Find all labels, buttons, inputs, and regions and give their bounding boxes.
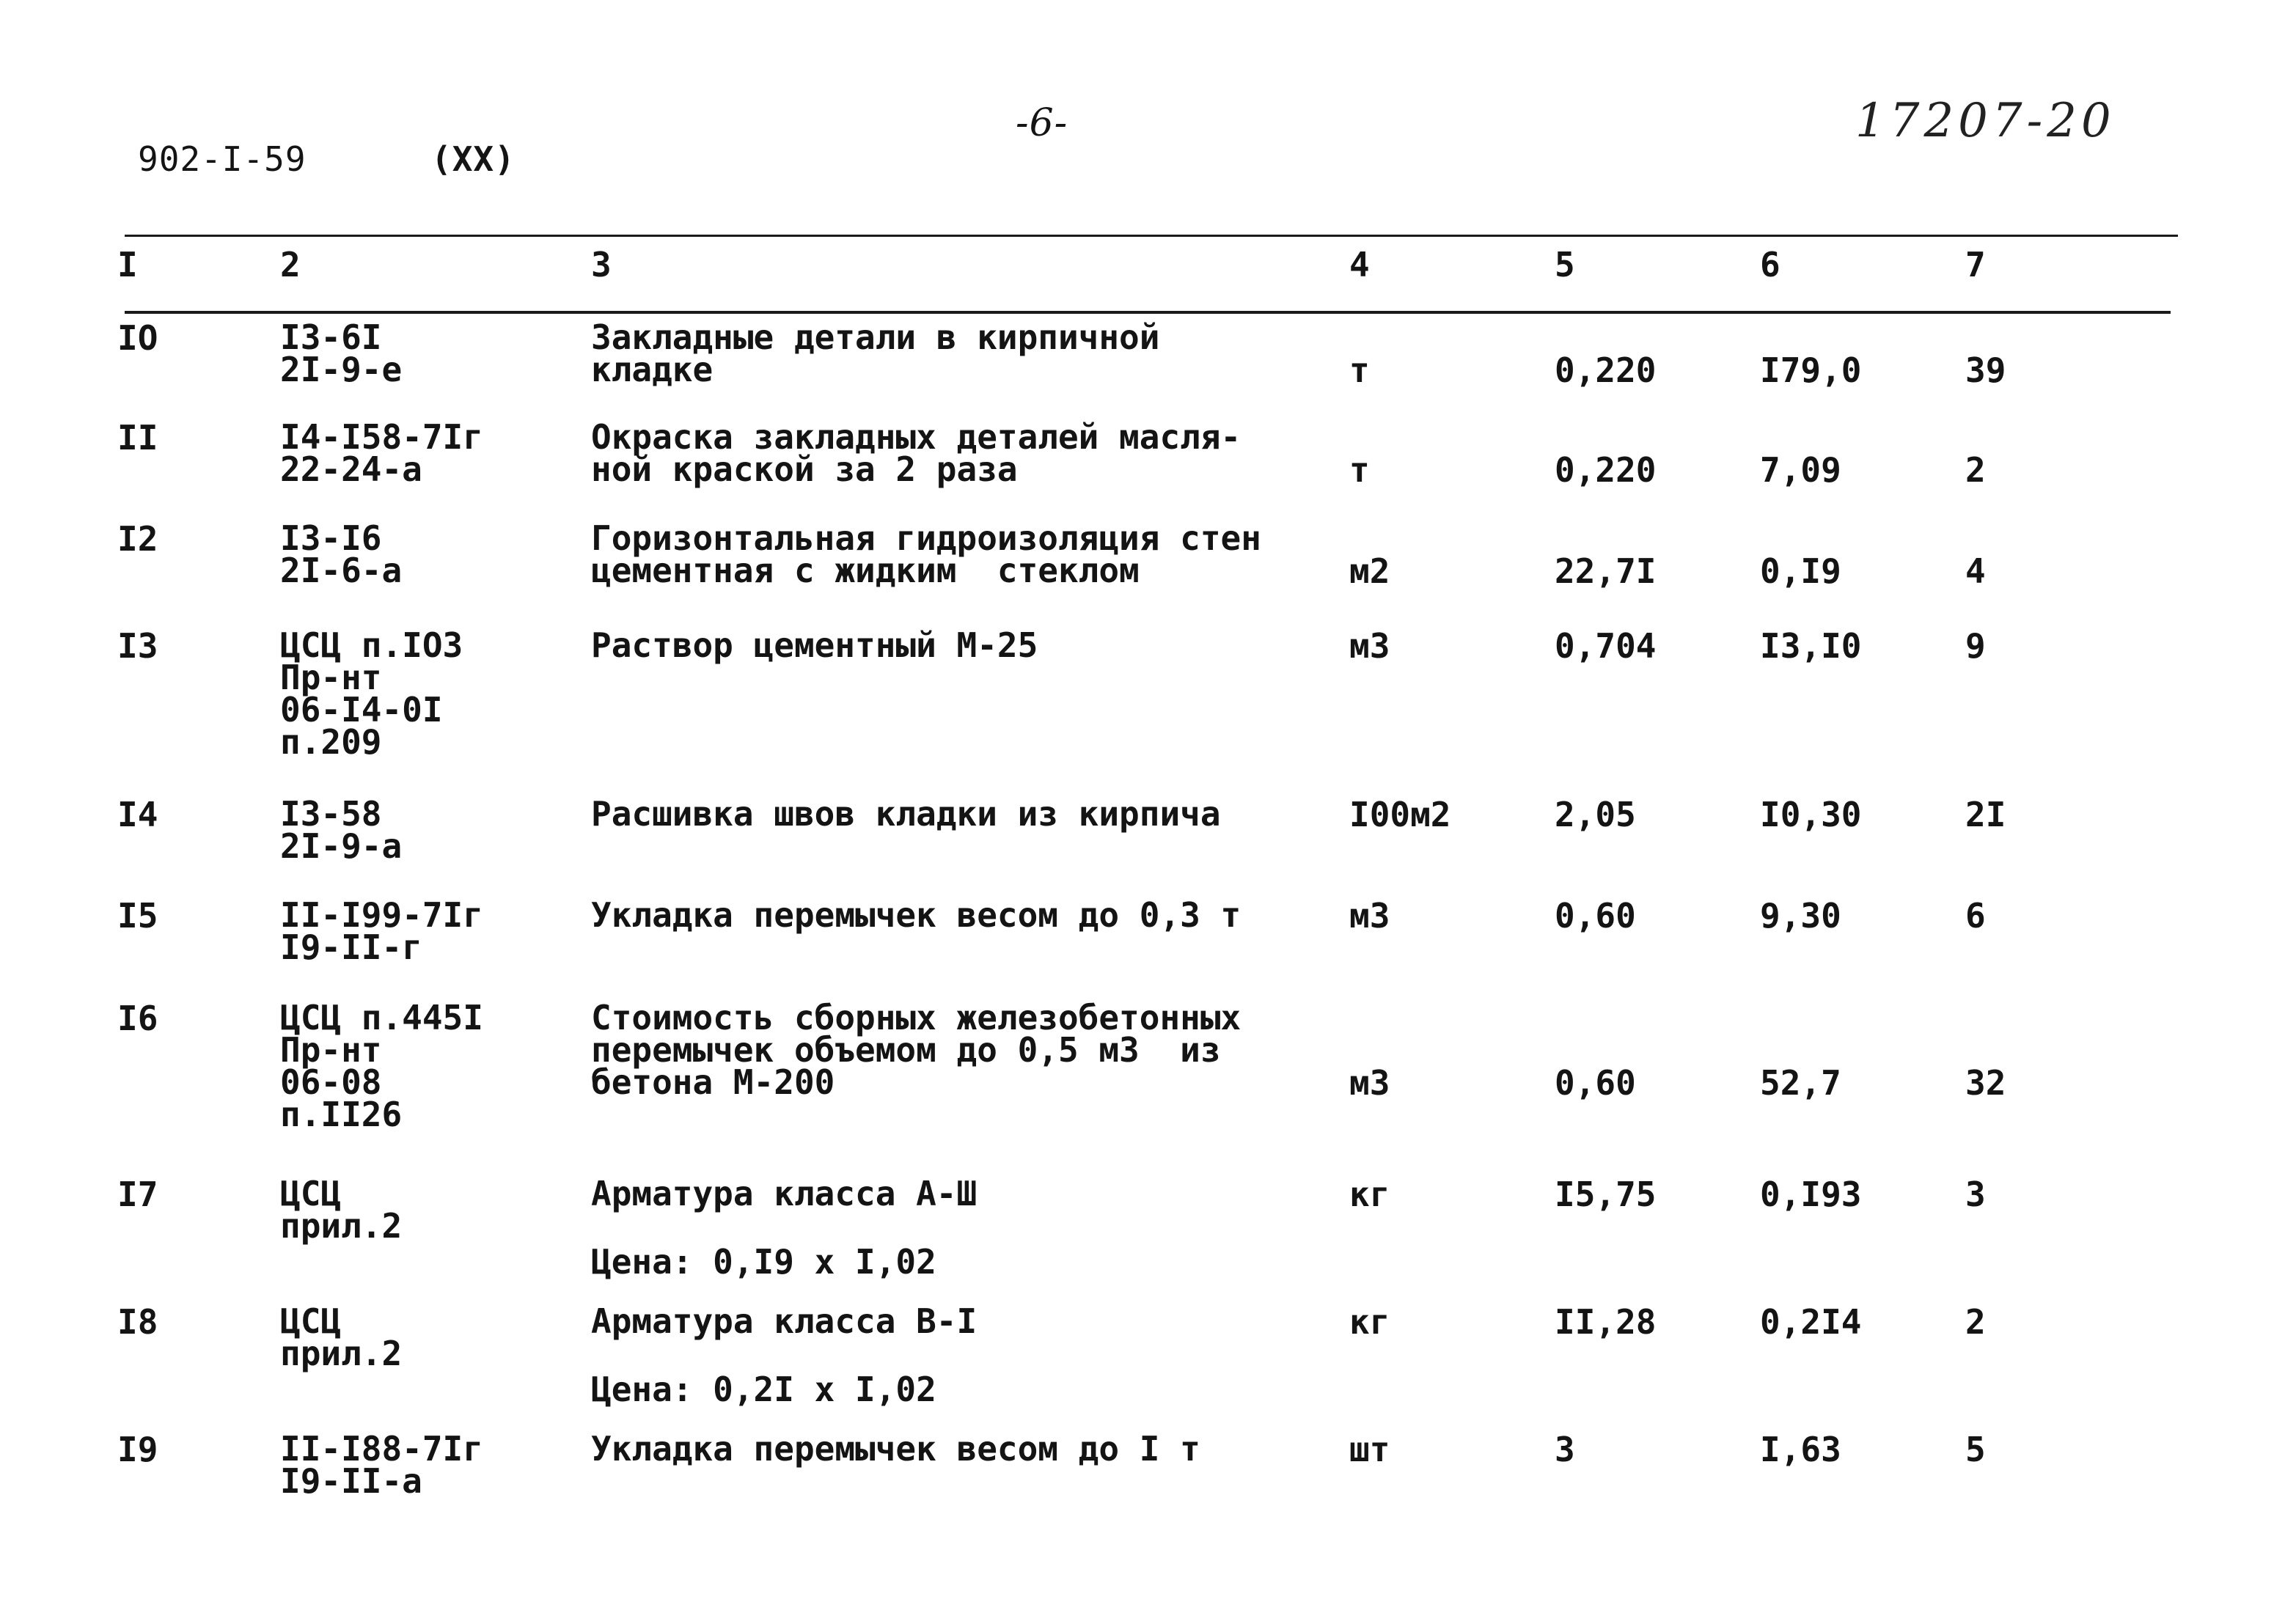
row-number: I9 <box>117 1430 158 1469</box>
row-description <box>591 317 1160 389</box>
row-description-line: цементная с жидким стеклом <box>591 551 1140 590</box>
row-code-line: Пр-нт <box>280 658 382 697</box>
column-number-3: 3 <box>591 245 612 284</box>
row-unit-price: I3,I0 <box>1760 626 1862 666</box>
row-unit: I00м2 <box>1349 795 1451 834</box>
column-number-1: I <box>117 245 138 284</box>
row-number: I5 <box>117 896 158 936</box>
row-description <box>591 998 1241 1102</box>
row-number: I3 <box>117 626 158 666</box>
row-description <box>591 895 1241 935</box>
row-unit-price: I,63 <box>1760 1430 1841 1469</box>
row-unit-price: 0,I9 <box>1760 551 1841 591</box>
row-code-line: I9-II-г <box>280 927 422 967</box>
row-quantity: 0,60 <box>1555 1063 1636 1103</box>
document-code: 902-I-59 <box>138 139 307 179</box>
row-unit-price: 9,30 <box>1760 896 1841 936</box>
row-code-line: I4-I58-7Iг <box>280 417 483 457</box>
table-top-rule <box>125 235 2178 237</box>
column-number-2: 2 <box>280 245 301 284</box>
row-code-line: I3-6I <box>280 317 382 357</box>
page-number: -6- <box>1016 101 1068 145</box>
row-description-line: бетона М-200 <box>591 1062 835 1102</box>
row-unit-price: 0,2I4 <box>1760 1302 1862 1342</box>
row-unit-price: I0,30 <box>1760 795 1862 834</box>
row-quantity: 0,220 <box>1555 350 1657 390</box>
row-description-line: Укладка перемычек весом до 0,3 т <box>591 895 1241 935</box>
row-description <box>591 625 1038 665</box>
row-description-line: Расшивка швов кладки из кирпича <box>591 794 1221 834</box>
row-code-line: 22-24-а <box>280 449 422 489</box>
row-number: IO <box>117 318 158 358</box>
row-code <box>280 794 403 866</box>
column-number-4: 4 <box>1349 245 1370 284</box>
row-total: 32 <box>1965 1063 2006 1103</box>
row-code-line: I3-58 <box>280 794 382 834</box>
row-quantity: 0,220 <box>1555 450 1657 490</box>
row-description-line: перемычек объемом до 0,5 м3 из <box>591 1030 1221 1070</box>
row-code-line: прил.2 <box>280 1206 403 1246</box>
row-quantity: II,28 <box>1555 1302 1657 1342</box>
row-code <box>280 998 483 1134</box>
row-code-line: п.209 <box>280 722 382 762</box>
row-quantity: 0,704 <box>1555 626 1657 666</box>
row-unit-price: 0,I93 <box>1760 1175 1862 1214</box>
row-quantity: 0,60 <box>1555 896 1636 936</box>
table-header-rule <box>125 311 2171 314</box>
row-total: 6 <box>1965 896 1986 936</box>
row-quantity: I5,75 <box>1555 1175 1657 1214</box>
row-description <box>591 794 1221 834</box>
row-code-line: II-I88-7Iг <box>280 1429 483 1469</box>
row-description-line: Раствор цементный М-25 <box>591 625 1038 665</box>
row-description-line: Арматура класса В-I <box>591 1301 978 1341</box>
handwritten-reference: 17207-20 <box>1855 94 2116 148</box>
row-unit: м2 <box>1349 551 1390 591</box>
row-description-line: Арматура класса А-Ш <box>591 1174 978 1213</box>
column-number-6: 6 <box>1760 245 1780 284</box>
row-code-line: I3-I6 <box>280 518 382 558</box>
row-unit: м3 <box>1349 896 1390 936</box>
row-code-line: ЦСЦ п.IО3 <box>280 625 463 665</box>
row-code-line: 2I-9-е <box>280 350 403 389</box>
row-code-line: ЦСЦ <box>280 1174 342 1213</box>
row-number: I6 <box>117 999 158 1038</box>
row-code <box>280 1301 403 1373</box>
row-number: I4 <box>117 795 158 834</box>
row-code-line: п.II26 <box>280 1095 403 1134</box>
section-label: (XX) <box>431 139 516 179</box>
row-code-line: II-I99-7Iг <box>280 895 483 935</box>
row-quantity: 3 <box>1555 1430 1575 1469</box>
row-description <box>591 518 1261 590</box>
row-unit: м3 <box>1349 1063 1390 1103</box>
row-code-line: 06-I4-0I <box>280 690 443 730</box>
row-total: 2 <box>1965 450 1986 490</box>
row-code <box>280 417 483 489</box>
row-code-line: прил.2 <box>280 1334 403 1373</box>
row-unit-price: 7,09 <box>1760 450 1841 490</box>
row-number: II <box>117 418 158 458</box>
row-price-note: Цена: 0,I9 х I,02 <box>591 1242 936 1282</box>
row-total: 4 <box>1965 551 1986 591</box>
row-code-line: ЦСЦ п.445I <box>280 998 483 1037</box>
row-description-line: Укладка перемычек весом до I т <box>591 1429 1200 1469</box>
row-code <box>280 518 403 590</box>
row-total: 9 <box>1965 626 1986 666</box>
row-total: 2I <box>1965 795 2006 834</box>
row-total: 2 <box>1965 1302 1986 1342</box>
row-description <box>591 1301 978 1341</box>
row-code <box>280 1174 403 1246</box>
row-unit-price: 52,7 <box>1760 1063 1841 1103</box>
row-unit: шт <box>1349 1430 1390 1469</box>
row-code-line: 06-08 <box>280 1062 382 1102</box>
row-price-note: Цена: 0,2I х I,02 <box>591 1370 936 1409</box>
row-unit-price: I79,0 <box>1760 350 1862 390</box>
column-number-7: 7 <box>1965 245 1986 284</box>
column-number-5: 5 <box>1555 245 1575 284</box>
row-code-line: I9-II-а <box>280 1461 422 1501</box>
row-total: 5 <box>1965 1430 1986 1469</box>
row-unit: кг <box>1349 1175 1390 1214</box>
row-description-line: Закладные детали в кирпичной <box>591 317 1160 357</box>
row-number: I8 <box>117 1302 158 1342</box>
row-code <box>280 1429 483 1501</box>
row-code-line: ЦСЦ <box>280 1301 342 1341</box>
row-description-line: кладке <box>591 350 714 389</box>
row-unit: м3 <box>1349 626 1390 666</box>
row-description-line: Окраска закладных деталей масля- <box>591 417 1241 457</box>
row-code-line: 2I-9-а <box>280 826 403 866</box>
row-description-line: ной краской за 2 раза <box>591 449 1018 489</box>
row-description <box>591 1174 978 1213</box>
row-code-line: Пр-нт <box>280 1030 382 1070</box>
row-code <box>280 317 403 389</box>
row-code <box>280 895 483 967</box>
row-description-line: Стоимость сборных железобетонных <box>591 998 1241 1037</box>
row-description-line: Горизонтальная гидроизоляция стен <box>591 518 1261 558</box>
row-number: I7 <box>117 1175 158 1214</box>
row-unit: кг <box>1349 1302 1390 1342</box>
row-total: 39 <box>1965 350 2006 390</box>
row-code-line: 2I-6-а <box>280 551 403 590</box>
row-total: 3 <box>1965 1175 1986 1214</box>
row-description <box>591 417 1241 489</box>
row-number: I2 <box>117 519 158 559</box>
row-description <box>591 1429 1200 1469</box>
row-quantity: 2,05 <box>1555 795 1636 834</box>
row-quantity: 22,7I <box>1555 551 1657 591</box>
row-unit: т <box>1349 350 1370 390</box>
row-code <box>280 625 463 762</box>
row-unit: т <box>1349 450 1370 490</box>
